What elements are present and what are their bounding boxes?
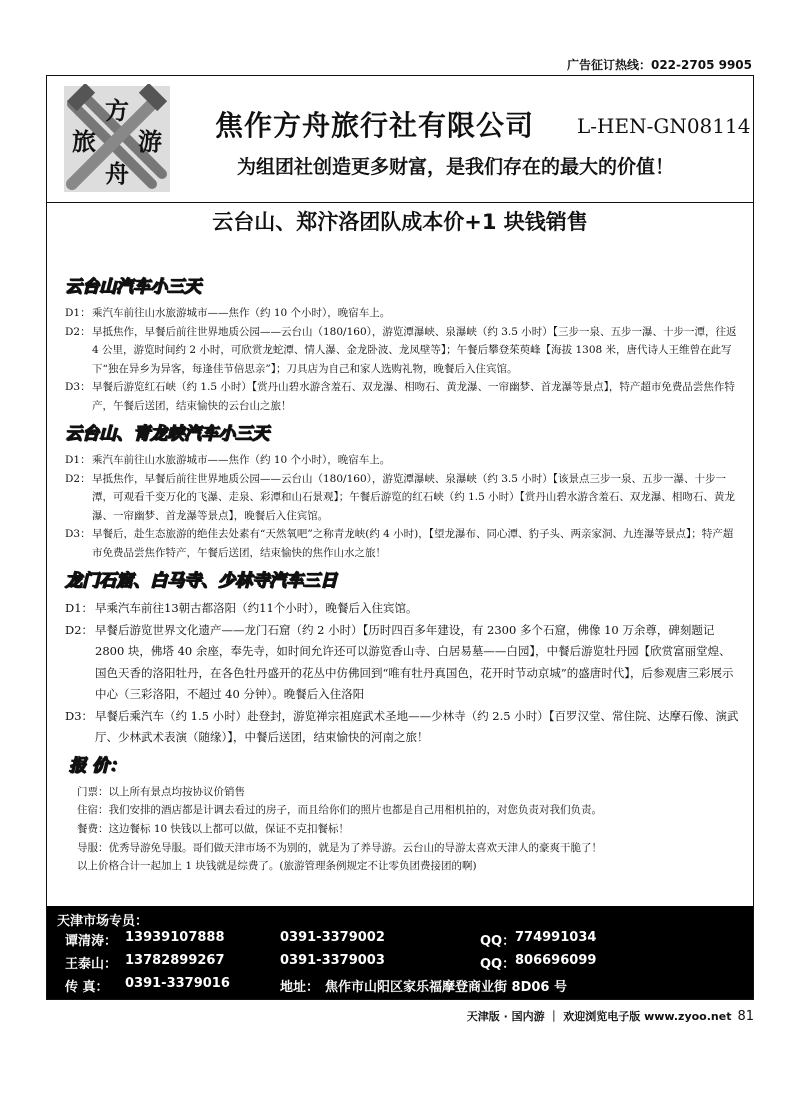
day-text: 早抵焦作，早餐后前往世界地质公园——云台山（180/160），游览潭瀑峡、泉瀑峡（约 3.5 小时）【该景点三步一泉、五步一瀑、十步一潭，可观看千变万化的飞瀑、走泉、彩潭和山石景观】；午餐后游览的红石峡（约 1.5 小时）【赏丹山碧水游含羞石、双龙瀑、相吻石、黄龙瀑、一帘幽梦、首龙瀑等景点】，晚餐后入住宾馆。	[92, 472, 735, 522]
ad-hotline: 广告征订热线：022-2705 9905	[566, 58, 752, 72]
day-text: 早餐后，赴生态旅游的绝佳去处素有“天然氧吧”之称青龙峡(约 4 小时)，【望龙瀑布、同心潭、豹子头、两亲家洞、九连瀑等景点】；特产超市免费品尝焦作特产，午餐后送团，结束愉快的焦作山水之旅！	[92, 528, 734, 559]
itinerary-day	[65, 525, 741, 562]
quote-section	[65, 755, 741, 877]
day-label: D2：	[65, 325, 91, 338]
quote-line: 导服：优秀导游免导服。哥们做天津市场不为别的，就是为了养导游。云台山的导游太喜欢天津人的豪爽干脆了！	[77, 841, 602, 854]
contact-name: 谭清涛：	[65, 934, 118, 949]
fax-number: 0391-3379016	[125, 976, 230, 991]
company-name: 焦作方舟旅行社有限公司	[215, 109, 535, 142]
quote-line: 住宿：我们安排的酒店都是计调去看过的房子，而且给你们的照片也都是自己用相机拍的，对您负责对我们负责。	[77, 804, 602, 817]
contact-qq: 774991034	[515, 930, 597, 945]
contact-mobile: 13782899267	[125, 953, 225, 968]
itinerary-day	[65, 620, 741, 706]
qq-label: QQ：	[480, 934, 516, 949]
itinerary-day	[65, 598, 741, 620]
day-label: D3：	[65, 708, 94, 723]
contact-title: 天津市场专员：	[57, 914, 149, 929]
section-title: 云台山汽车小三天	[65, 277, 201, 297]
day-label: D1：	[65, 307, 91, 319]
itinerary-day	[65, 451, 741, 470]
day-text: 乘汽车前往山水旅游城市——焦作（约 10 个小时），晚宿车上。	[92, 454, 391, 466]
day-label: D2：	[65, 622, 94, 637]
section-title: 云台山、青龙峡汽车小三天	[65, 424, 269, 444]
itinerary-day	[65, 378, 741, 415]
quote-title: 报 价：	[69, 755, 126, 776]
day-text: 早餐后乘汽车（约 1.5 小时）赴登封，游览禅宗祖庭武术圣地——少林寺（约 2.5 小时）【百罗汉堂、常住院、达摩石像、演武厅、少林武术表演（随缘）】，中餐后送团，结束愉快的河南之旅！	[95, 708, 739, 744]
company-logo	[62, 84, 172, 194]
day-text: 乘汽车前往山水旅游城市——焦作（约 10 个小时），晚宿车上。	[92, 307, 391, 319]
section-title: 龙门石窟、白马寺、少林寺汽车三日	[65, 571, 337, 591]
itinerary-day	[65, 470, 741, 526]
day-label: D1：	[65, 601, 94, 615]
logo-char: 旅	[72, 128, 96, 156]
day-text: 早乘汽车前往13朝古都洛阳（约11个小时），晚餐后入住宾馆。	[95, 601, 418, 615]
footer-text: 天津版 · 国内游 ｜ 欢迎浏览电子版 www.zyoo.net	[466, 1010, 732, 1023]
page-number: 81	[737, 1009, 754, 1024]
day-text: 早餐后游览世界文化遗产——龙门石窟（约 2 小时）【历时四百多年建设，有 2300 多个石窟，佛像 10 万余尊，碑刻题记 2800 块，佛塔 40 余座，奉先寺，如时间允许还可以游览香山寺、白居易墓——白园】，中餐后游览牡丹园【欣赏富丽堂煌、国色天香的洛阳牡丹，在各色牡丹盛开的花丛中仿佛回到“唯有牡丹真国色，花开时节动京城”的盛唐时代】，后参观唐三彩展示中心（三彩洛阳，不超过 40 分钟）。晚餐后入住洛阳	[95, 622, 734, 701]
day-text: 早抵焦作，早餐后前往世界地质公园——云台山（180/160），游览潭瀑峡、泉瀑峡（约 3.5 小时）【三步一泉、五步一瀑、十步一潭，往返 4 公里，游览时间约 2 小时，可欣赏龙蛇潭、情人瀑、金龙卧波、龙凤壁等】；午餐后攀登茱萸峰【海拔 1308 米，唐代诗人王维曾在此写下“独在异乡为异客，每逢佳节倍思亲”】；刀具店为自己和家人选购礼物，晚餐后入住宾馆。	[92, 325, 737, 375]
address: 焦作市山阳区家乐福摩登商业街 8D06 号	[325, 980, 567, 995]
day-text: 早餐后游览红石峡（约 1.5 小时）【赏丹山碧水游含羞石、双龙瀑、相吻石、黄龙瀑、一帘幽梦、首龙瀑等景点】，特产超市免费品尝焦作特产，午餐后送团，结束愉快的云台山之旅！	[92, 381, 735, 412]
itinerary-content	[65, 276, 741, 876]
contact-phone: 0391-3379002	[280, 930, 385, 945]
quote-line: 门票：以上所有景点均按协议价销售	[77, 785, 245, 798]
quote-line: 餐费：这边餐标 10 快钱以上都可以做，保证不克扣餐标！	[77, 822, 350, 835]
logo-char: 游	[138, 128, 162, 156]
logo-char: 方	[105, 97, 129, 125]
itinerary-day	[65, 304, 741, 323]
logo-char: 舟	[105, 160, 129, 188]
page-frame	[46, 75, 754, 1000]
contact-name: 王泰山：	[65, 957, 118, 972]
headline: 云台山、郑汴洛团队成本价+1 块钱销售	[212, 210, 588, 234]
day-label: D3：	[65, 381, 91, 393]
day-label: D2：	[65, 472, 91, 485]
slogan: 为组团社创造更多财富，是我们存在的最大的价值！	[237, 156, 675, 178]
header	[47, 76, 753, 203]
contact-mobile: 13939107888	[125, 930, 225, 945]
qq-label: QQ：	[480, 957, 516, 972]
contact-phone: 0391-3379003	[280, 953, 385, 968]
contact-qq: 806696099	[515, 953, 597, 968]
address-label: 地址：	[280, 980, 320, 995]
fax-label: 传 真：	[65, 980, 109, 995]
itinerary-day	[65, 706, 741, 749]
itinerary-section	[65, 423, 741, 562]
itinerary-section	[65, 570, 741, 749]
contact-panel	[47, 906, 753, 999]
license-number: L-HEN-GN08114	[577, 114, 751, 138]
page-footer	[467, 1008, 754, 1024]
day-label: D3：	[65, 528, 91, 540]
quote-notes	[77, 783, 741, 877]
day-label: D1：	[65, 454, 91, 466]
itinerary-day	[65, 323, 741, 379]
itinerary-section	[65, 276, 741, 415]
quote-line: 以上价格合计一起加上 1 块钱就是综费了。(旅游管理条例规定不让零负团费接团的啊)	[77, 860, 477, 873]
